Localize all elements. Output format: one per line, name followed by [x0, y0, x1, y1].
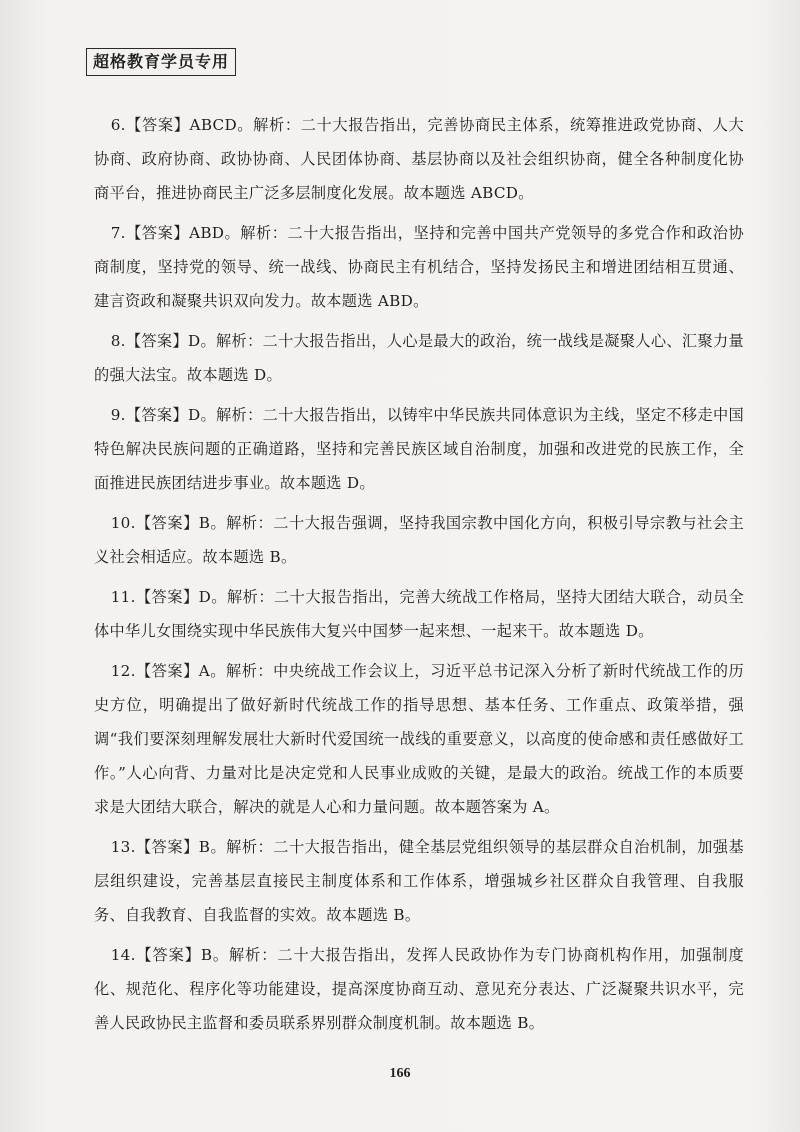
answer-item-6: 6.【答案】ABCD。解析：二十大报告指出，完善协商民主体系，统筹推进政党协商、人大协商、政府协商、政协协商、人民团体协商、基层协商以及社会组织协商，健全各种制度化协商平台，推进协商民主广泛多层制度化发展。故本题选 ABCD。 — [94, 116, 744, 202]
answer-item-7: 7.【答案】ABD。解析：二十大报告指出，坚持和完善中国共产党领导的多党合作和政治协商制度，坚持党的领导、统一战线、协商民主有机结合，坚持发扬民主和增进团结相互贯通、建言资政和凝聚共识双向发力。故本题选 ABD。 — [94, 224, 744, 310]
answer-item-9: 9.【答案】D。解析：二十大报告指出，以铸牢中华民族共同体意识为主线，坚定不移走中国特色解决民族问题的正确道路，坚持和完善民族区域自治制度，加强和改进党的民族工作，全面推进民族团结进步事业。故本题选 D。 — [94, 406, 744, 492]
answer-item-12: 12.【答案】A。解析：中央统战工作会议上，习近平总书记深入分析了新时代统战工作的历史方位，明确提出了做好新时代统战工作的指导思想、基本任务、工作重点、政策举措，强调“我们要深刻理解发展壮大新时代爱国统一战线的重要意义，以高度的使命感和责任感做好工作。”人心向背、力量对比是决定党和人民事业成败的关键，是最大的政治。统战工作的本质要求是大团结大联合，解决的就是人心和力量问题。故本题答案为 A。 — [94, 662, 744, 816]
answer-list — [94, 108, 744, 1046]
answer-item-10: 10.【答案】B。解析：二十大报告强调，坚持我国宗教中国化方向，积极引导宗教与社会主义社会相适应。故本题选 B。 — [94, 514, 744, 566]
answer-item-14: 14.【答案】B。解析：二十大报告指出，发挥人民政协作为专门协商机构作用，加强制度化、规范化、程序化等功能建设，提高深度协商互动、意见充分表达、广泛凝聚共识水平，完善人民政协民主监督和委员联系界别群众制度机制。故本题选 B。 — [94, 946, 744, 1032]
answer-item-11: 11.【答案】D。解析：二十大报告指出，完善大统战工作格局，坚持大团结大联合，动员全体中华儿女围绕实现中华民族伟大复兴中国梦一起来想、一起来干。故本题选 D。 — [94, 588, 744, 640]
header-stamp: 超格教育学员专用 — [86, 48, 236, 76]
answer-item-13: 13.【答案】B。解析：二十大报告指出，健全基层党组织领导的基层群众自治机制，加强基层组织建设，完善基层直接民主制度体系和工作体系，增强城乡社区群众自我管理、自我服务、自我教育、自我监督的实效。故本题选 B。 — [94, 838, 744, 924]
page-number: 166 — [389, 1066, 411, 1081]
answer-item-8: 8.【答案】D。解析：二十大报告指出，人心是最大的政治，统一战线是凝聚人心、汇聚力量的强大法宝。故本题选 D。 — [94, 332, 744, 384]
